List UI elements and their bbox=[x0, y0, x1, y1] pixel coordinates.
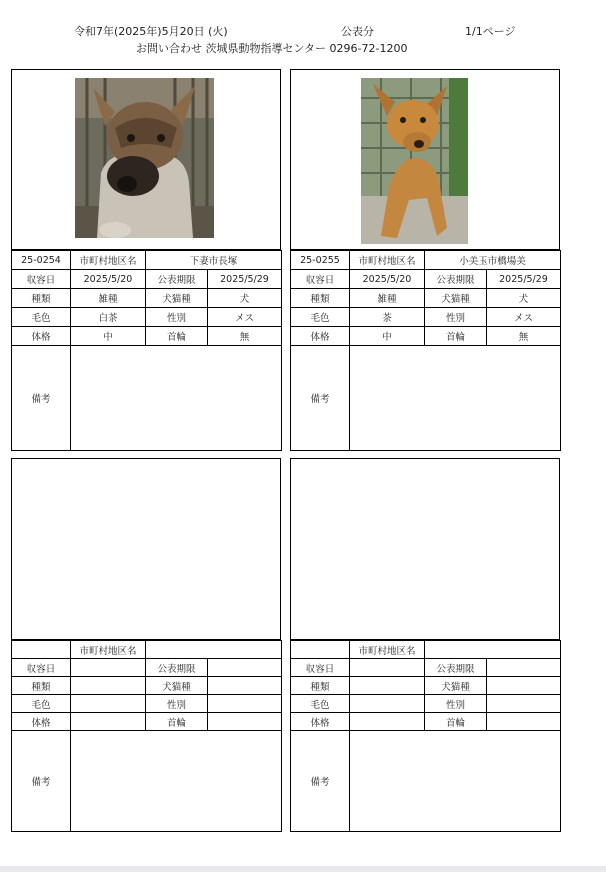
header-type: 公表分 bbox=[341, 25, 374, 38]
animal-card bbox=[290, 458, 560, 831]
collar-label: 首輪 bbox=[146, 713, 208, 731]
deadline-value bbox=[487, 659, 561, 677]
sex-value: メス bbox=[208, 308, 282, 327]
deadline-label: 公表期限 bbox=[146, 659, 208, 677]
size-value: 中 bbox=[350, 327, 425, 346]
date-value bbox=[350, 659, 425, 677]
date-value: 2025/5/20 bbox=[350, 270, 425, 289]
remarks-value bbox=[71, 731, 282, 832]
info-table bbox=[290, 250, 561, 451]
species-label: 犬猫種 bbox=[425, 677, 487, 695]
area-value: 小美玉市橋場美 bbox=[425, 251, 561, 270]
area-value: 下妻市長塚 bbox=[146, 251, 282, 270]
species-value: 犬 bbox=[208, 289, 282, 308]
collar-value bbox=[487, 713, 561, 731]
area-label: 市町村地区名 bbox=[71, 251, 146, 270]
animal-card bbox=[11, 458, 281, 831]
deadline-label: 公表期限 bbox=[425, 270, 487, 289]
species-value: 犬 bbox=[487, 289, 561, 308]
color-value: 白茶 bbox=[71, 308, 146, 327]
remarks-label: 備考 bbox=[12, 731, 71, 832]
remarks-value bbox=[350, 346, 561, 451]
sex-label: 性別 bbox=[146, 308, 208, 327]
size-label: 体格 bbox=[291, 713, 350, 731]
animal-id: 25-0255 bbox=[291, 251, 350, 270]
color-label: 毛色 bbox=[291, 308, 350, 327]
remarks-label: 備考 bbox=[291, 731, 350, 832]
animal-id bbox=[12, 641, 71, 659]
bottom-edge bbox=[0, 866, 606, 872]
date-value: 2025/5/20 bbox=[71, 270, 146, 289]
animal-card bbox=[11, 69, 281, 450]
size-label: 体格 bbox=[12, 327, 71, 346]
animal-id: 25-0254 bbox=[12, 251, 71, 270]
date-value bbox=[71, 659, 146, 677]
breed-label: 種類 bbox=[12, 677, 71, 695]
collar-value: 無 bbox=[487, 327, 561, 346]
color-value bbox=[350, 695, 425, 713]
collar-value bbox=[208, 713, 282, 731]
sex-label: 性別 bbox=[425, 308, 487, 327]
sex-value bbox=[208, 695, 282, 713]
remarks-value bbox=[350, 731, 561, 832]
collar-label: 首輪 bbox=[425, 327, 487, 346]
animal-card bbox=[290, 69, 560, 450]
area-label: 市町村地区名 bbox=[350, 641, 425, 659]
deadline-value bbox=[208, 659, 282, 677]
date-label: 収容日 bbox=[291, 659, 350, 677]
deadline-value: 2025/5/29 bbox=[487, 270, 561, 289]
dog-photo bbox=[75, 78, 214, 238]
sex-value: メス bbox=[487, 308, 561, 327]
size-value: 中 bbox=[71, 327, 146, 346]
breed-value: 雑種 bbox=[350, 289, 425, 308]
size-value bbox=[71, 713, 146, 731]
date-label: 収容日 bbox=[12, 659, 71, 677]
breed-label: 種類 bbox=[291, 677, 350, 695]
remarks-label: 備考 bbox=[12, 346, 71, 451]
remarks-label: 備考 bbox=[291, 346, 350, 451]
deadline-label: 公表期限 bbox=[425, 659, 487, 677]
color-label: 毛色 bbox=[12, 308, 71, 327]
breed-label: 種類 bbox=[12, 289, 71, 308]
color-label: 毛色 bbox=[291, 695, 350, 713]
species-label: 犬猫種 bbox=[146, 677, 208, 695]
header-contact: お問い合わせ 茨城県動物指導センター 0296-72-1200 bbox=[136, 42, 408, 55]
sex-label: 性別 bbox=[146, 695, 208, 713]
info-table bbox=[11, 640, 282, 832]
collar-label: 首輪 bbox=[425, 713, 487, 731]
info-table bbox=[290, 640, 561, 832]
deadline-label: 公表期限 bbox=[146, 270, 208, 289]
photo-area bbox=[290, 458, 560, 640]
sex-value bbox=[487, 695, 561, 713]
area-label: 市町村地区名 bbox=[350, 251, 425, 270]
color-value: 茶 bbox=[350, 308, 425, 327]
header-page: 1/1ページ bbox=[465, 25, 516, 38]
dog-photo bbox=[361, 78, 468, 244]
date-label: 収容日 bbox=[12, 270, 71, 289]
breed-value bbox=[71, 677, 146, 695]
breed-label: 種類 bbox=[291, 289, 350, 308]
info-table bbox=[11, 250, 282, 451]
color-label: 毛色 bbox=[12, 695, 71, 713]
photo-area bbox=[11, 458, 281, 640]
deadline-value: 2025/5/29 bbox=[208, 270, 282, 289]
species-label: 犬猫種 bbox=[146, 289, 208, 308]
species-value bbox=[208, 677, 282, 695]
breed-value: 雑種 bbox=[71, 289, 146, 308]
animal-id bbox=[291, 641, 350, 659]
header-date: 令和7年(2025年)5月20日 (火) bbox=[74, 25, 228, 38]
area-label: 市町村地区名 bbox=[71, 641, 146, 659]
species-value bbox=[487, 677, 561, 695]
area-value bbox=[425, 641, 561, 659]
size-value bbox=[350, 713, 425, 731]
remarks-value bbox=[71, 346, 282, 451]
collar-label: 首輪 bbox=[146, 327, 208, 346]
size-label: 体格 bbox=[291, 327, 350, 346]
species-label: 犬猫種 bbox=[425, 289, 487, 308]
sex-label: 性別 bbox=[425, 695, 487, 713]
date-label: 収容日 bbox=[291, 270, 350, 289]
color-value bbox=[71, 695, 146, 713]
breed-value bbox=[350, 677, 425, 695]
collar-value: 無 bbox=[208, 327, 282, 346]
area-value bbox=[146, 641, 282, 659]
size-label: 体格 bbox=[12, 713, 71, 731]
